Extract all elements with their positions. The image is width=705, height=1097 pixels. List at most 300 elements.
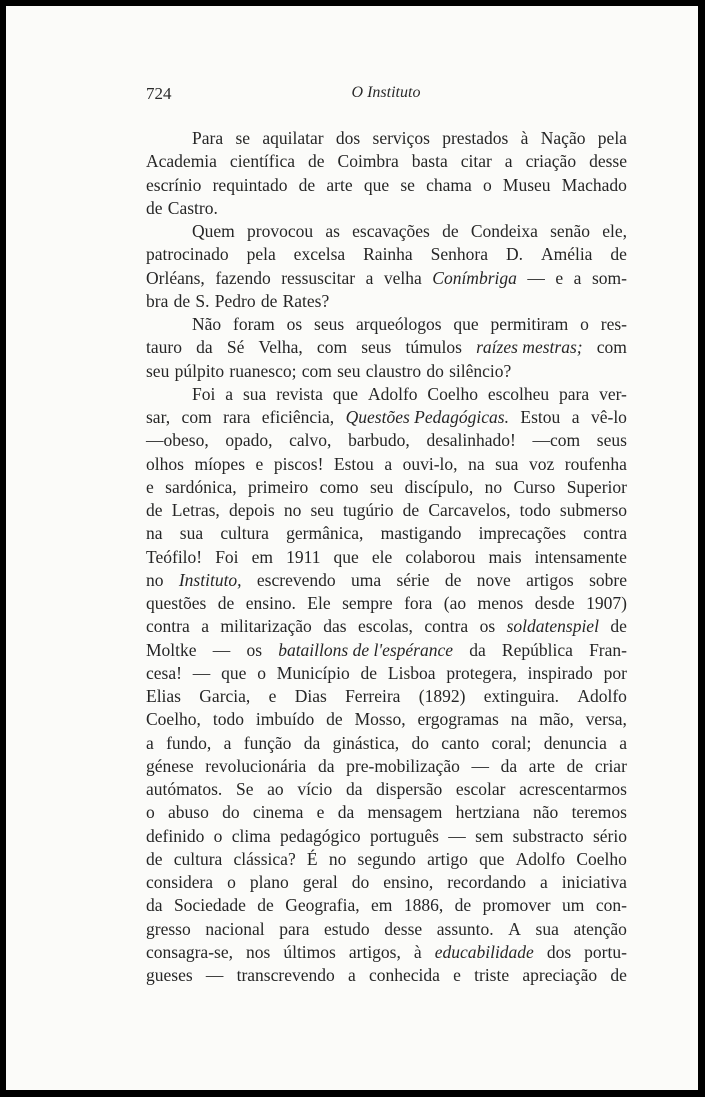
word: ouvi-lo, xyxy=(402,453,458,474)
word: escolar xyxy=(455,779,506,799)
word: Foi xyxy=(215,546,239,567)
text-line xyxy=(146,267,627,290)
word: ele xyxy=(371,546,393,567)
text-line xyxy=(146,522,627,545)
text-line xyxy=(146,127,627,150)
word: cultura xyxy=(220,523,269,544)
word: protegera, xyxy=(446,662,517,683)
word: no xyxy=(146,569,164,590)
word: (1892) xyxy=(418,686,466,706)
word: Adolfo xyxy=(577,686,627,706)
word: con- xyxy=(595,895,627,916)
word: como xyxy=(319,476,359,497)
text-line xyxy=(146,313,627,336)
word: e xyxy=(255,453,264,474)
word: no xyxy=(283,500,302,520)
text-line xyxy=(146,894,627,917)
word: ergogramas xyxy=(417,709,499,730)
word: desalinhado! xyxy=(426,430,516,451)
word: Pedro xyxy=(214,290,256,311)
word: olhos xyxy=(146,453,184,474)
word: a xyxy=(225,383,234,404)
word: a xyxy=(619,732,627,753)
word: génese xyxy=(146,755,194,776)
word: o xyxy=(257,662,266,683)
word: bra xyxy=(146,290,169,311)
word: Coelho xyxy=(576,848,627,869)
word: germânica, xyxy=(286,523,364,544)
word: Adolfo xyxy=(515,848,566,869)
word: na xyxy=(468,453,485,474)
word: geral xyxy=(302,872,338,892)
word: eficiência, xyxy=(261,407,335,427)
word: que xyxy=(453,314,479,334)
word: mensagem xyxy=(367,802,443,823)
word: as xyxy=(325,221,340,241)
word: de xyxy=(444,569,462,590)
word: 1886, xyxy=(403,895,444,916)
word: com xyxy=(316,337,348,358)
word: da xyxy=(337,802,355,823)
word: não xyxy=(533,802,559,823)
word: à xyxy=(413,941,422,962)
word: Rainha xyxy=(363,244,413,265)
word: Estou xyxy=(520,407,561,427)
word: consagra-se, xyxy=(146,941,233,962)
word: seu xyxy=(337,360,361,381)
italic-word: Conímbriga xyxy=(432,267,517,288)
word: escrevendo xyxy=(256,569,336,590)
word: É xyxy=(306,848,318,869)
word: de xyxy=(402,500,420,520)
word: sua xyxy=(495,453,519,474)
word: patrocinado xyxy=(146,244,229,265)
word: —com xyxy=(532,430,581,451)
word: Nação xyxy=(540,128,586,148)
word: canto xyxy=(441,732,480,753)
word: da xyxy=(146,895,163,916)
word: vê-lo xyxy=(590,407,627,427)
word: e xyxy=(316,802,325,823)
word: de xyxy=(298,174,316,195)
text-line xyxy=(146,685,627,708)
word: a xyxy=(539,872,548,892)
word: Castro. xyxy=(167,197,218,218)
word: os xyxy=(246,639,262,660)
word: de xyxy=(260,290,278,311)
word: sua xyxy=(179,523,204,544)
word: a xyxy=(201,616,209,637)
word: com xyxy=(181,407,212,427)
word: do xyxy=(411,732,429,753)
word: res- xyxy=(600,314,627,334)
word: pela xyxy=(597,128,627,148)
word: seu xyxy=(369,476,394,497)
word: da xyxy=(345,779,363,799)
word: Sociedade xyxy=(173,895,246,916)
text-line xyxy=(146,755,627,778)
word: mão, xyxy=(539,709,574,730)
word: que xyxy=(333,546,359,567)
word: militarização xyxy=(220,616,312,637)
italic-word: raízes mestras; xyxy=(476,337,583,358)
word: A xyxy=(508,918,521,939)
word: menos xyxy=(477,593,524,613)
word: de xyxy=(146,197,163,218)
word: para xyxy=(559,383,590,404)
word: pedagógico xyxy=(279,825,361,846)
text-line xyxy=(146,615,627,638)
word: e xyxy=(453,965,461,985)
word: triste xyxy=(474,965,510,985)
word: em xyxy=(371,895,393,916)
word: todo xyxy=(212,709,244,730)
text-line xyxy=(146,197,627,220)
word: a xyxy=(347,965,356,985)
word: Elias xyxy=(146,686,181,706)
word: da xyxy=(317,755,335,776)
word: revista xyxy=(276,383,323,404)
word: todo xyxy=(519,500,551,520)
word: seus xyxy=(596,430,627,451)
word: — xyxy=(205,965,224,985)
word: no xyxy=(484,476,503,497)
word: de xyxy=(442,221,459,241)
text-line xyxy=(146,360,627,383)
word: da xyxy=(500,755,518,776)
word: desse xyxy=(384,918,423,939)
word: de xyxy=(360,662,378,683)
italic-word: bataillons de l'espérance xyxy=(278,639,454,660)
word: para xyxy=(279,918,310,939)
word: questões xyxy=(146,593,207,613)
word: Amélia xyxy=(540,244,593,265)
word: Foi xyxy=(192,383,216,404)
italic-word: Instituto, xyxy=(178,569,242,590)
word: Município xyxy=(276,662,350,683)
word: provocou xyxy=(247,221,314,241)
word: chama xyxy=(426,174,472,195)
word: se xyxy=(400,174,415,195)
text-line xyxy=(146,825,627,848)
word: desde xyxy=(534,593,575,613)
word: senão xyxy=(550,221,590,241)
body-text xyxy=(146,127,627,987)
word: extinguira. xyxy=(483,686,560,706)
word: clássica? xyxy=(233,848,296,869)
word: a xyxy=(223,732,232,753)
word: opado, xyxy=(225,430,273,451)
word: cesa! xyxy=(146,662,182,683)
word: basta xyxy=(411,151,448,172)
word: roufenha xyxy=(564,453,627,474)
word: escavações xyxy=(352,221,430,241)
word: Coelho, xyxy=(146,709,201,730)
word: assunto. xyxy=(436,918,494,939)
word: Não xyxy=(192,314,222,334)
word: de xyxy=(454,895,472,916)
word: Coelho xyxy=(427,383,478,404)
word: estudo xyxy=(323,918,370,939)
word: contra xyxy=(424,616,469,637)
word: apreciação xyxy=(522,965,598,985)
word: piscos! xyxy=(273,453,324,474)
word: artigos, xyxy=(348,941,401,962)
book-page xyxy=(6,6,698,1090)
word: ele, xyxy=(602,221,627,241)
word: Estou xyxy=(333,453,374,474)
word: barbudo, xyxy=(348,430,410,451)
word: transcrevendo xyxy=(236,965,335,985)
word: seu xyxy=(146,360,170,381)
word: sobre xyxy=(589,569,627,590)
word: Dias xyxy=(294,686,327,706)
word: nacional xyxy=(205,918,265,939)
word: ressuscitar xyxy=(281,267,356,288)
word: se xyxy=(235,128,251,148)
word: Mosso, xyxy=(354,709,406,730)
word: a xyxy=(146,732,154,753)
italic-word: educabilidade xyxy=(434,941,534,962)
word: os xyxy=(479,616,496,637)
word: ensino. xyxy=(245,593,296,613)
word: requintado xyxy=(212,174,288,195)
word: inspirado xyxy=(527,662,593,683)
word: recordando xyxy=(447,872,526,892)
word: aquilatar xyxy=(262,128,324,148)
word: dos xyxy=(335,128,361,148)
word: Machado xyxy=(561,174,627,195)
text-line xyxy=(146,290,627,313)
word: arte xyxy=(326,174,353,195)
word: — xyxy=(212,639,231,660)
word: um xyxy=(562,895,585,916)
text-line xyxy=(146,336,627,359)
word: 1907) xyxy=(586,593,627,613)
word: que xyxy=(479,848,505,869)
text-line xyxy=(146,174,627,197)
word: foram xyxy=(233,314,275,334)
word: nos xyxy=(246,941,271,962)
word: Lisboa xyxy=(387,662,436,683)
word: o xyxy=(146,802,155,823)
word: criação xyxy=(525,151,577,172)
word: seu xyxy=(310,500,334,520)
word: a xyxy=(573,267,582,288)
word: Superior xyxy=(566,476,627,497)
word: o xyxy=(227,872,236,892)
text-line xyxy=(146,220,627,243)
word: da xyxy=(469,639,486,660)
word: que xyxy=(363,174,390,195)
word: na xyxy=(510,709,528,730)
page-header xyxy=(146,84,626,106)
text-line xyxy=(146,708,627,731)
word: sem xyxy=(475,825,504,846)
word: Geografia, xyxy=(285,895,360,916)
word: prestados xyxy=(442,128,509,148)
word: ruanesco; xyxy=(229,360,297,381)
word: por xyxy=(603,662,627,683)
word: Para xyxy=(192,128,224,148)
word: Carcavelos, xyxy=(428,500,511,520)
word: mais xyxy=(488,546,522,567)
word: da xyxy=(303,732,321,753)
word: excelsa xyxy=(293,244,346,265)
word: discípulo, xyxy=(404,476,474,497)
word: a xyxy=(571,407,580,427)
word: que xyxy=(332,383,359,404)
word: Museu xyxy=(502,174,551,195)
word: velha xyxy=(383,267,422,288)
word: conhecida xyxy=(368,965,440,985)
text-line xyxy=(146,592,627,615)
word: de xyxy=(217,593,235,613)
word: Fran- xyxy=(589,639,627,660)
word: Adolfo xyxy=(367,383,418,404)
word: sua xyxy=(535,918,559,939)
word: pre-mobilização xyxy=(346,755,460,776)
text-line xyxy=(146,150,627,173)
word: clima xyxy=(231,825,271,846)
word: teremos xyxy=(571,802,627,823)
word: serviços xyxy=(372,128,430,148)
word: contra xyxy=(583,523,627,544)
word: Sé xyxy=(226,337,245,358)
word: sardónica, xyxy=(165,476,237,497)
word: abuso xyxy=(168,802,209,823)
word: últimos xyxy=(283,941,336,962)
word: hertziana xyxy=(455,802,520,823)
word: — xyxy=(448,825,466,846)
word: —obeso, xyxy=(146,430,209,451)
word: imbuído xyxy=(255,709,315,730)
word: Garcia, xyxy=(199,686,251,706)
word: ver- xyxy=(599,383,627,404)
word: artigo xyxy=(427,848,468,869)
word: — xyxy=(471,755,489,776)
word: nove xyxy=(476,569,511,590)
word: português xyxy=(369,825,439,846)
word: segundo xyxy=(357,848,416,869)
word: o xyxy=(213,825,223,846)
word: Rates? xyxy=(282,290,330,311)
word: de xyxy=(610,616,627,637)
word: cinema xyxy=(252,802,304,823)
word: silêncio? xyxy=(449,360,512,381)
word: seus xyxy=(361,337,392,358)
text-line xyxy=(146,848,627,871)
word: Academia xyxy=(146,151,217,172)
word: míopes xyxy=(194,453,246,474)
word: arqueólogos xyxy=(356,314,442,334)
word: som- xyxy=(591,267,627,288)
text-line xyxy=(146,383,627,406)
word: o xyxy=(580,314,589,334)
word: sempre xyxy=(342,593,393,613)
word: do xyxy=(351,872,370,892)
word: de xyxy=(326,709,343,730)
word: Ferreira xyxy=(345,686,401,706)
word: tugúrio xyxy=(342,500,394,520)
text-line xyxy=(146,243,627,266)
word: na xyxy=(146,523,163,544)
word: portu- xyxy=(584,941,627,962)
page-number: 724 xyxy=(146,84,172,103)
word: sua xyxy=(242,383,267,404)
word: em xyxy=(251,546,274,567)
word: ensino, xyxy=(383,872,434,892)
word: do xyxy=(222,802,240,823)
text-line xyxy=(146,639,627,662)
text-line xyxy=(146,778,627,801)
text-line xyxy=(146,871,627,894)
word: fora xyxy=(404,593,433,613)
word: claustro xyxy=(365,360,422,381)
word: colaborou xyxy=(405,546,476,567)
word: — xyxy=(192,662,211,683)
text-line xyxy=(146,569,627,592)
word: República xyxy=(501,639,573,660)
word: que xyxy=(221,662,247,683)
word: de xyxy=(610,965,627,985)
word: criar xyxy=(594,755,627,776)
word: autómatos. xyxy=(146,779,223,799)
word: contra xyxy=(146,616,190,637)
word: intensamente xyxy=(534,546,627,567)
word: desse xyxy=(589,151,627,172)
word: função xyxy=(243,732,292,753)
word: túmulos xyxy=(405,337,462,358)
word: S. xyxy=(195,290,210,311)
word: de xyxy=(173,290,191,311)
word: imprecações xyxy=(478,523,567,544)
word: o xyxy=(482,174,492,195)
word: dispersão xyxy=(376,779,443,799)
word: escolas, xyxy=(358,616,413,637)
word: Moltke xyxy=(146,639,197,660)
word: a xyxy=(504,151,513,172)
word: seus xyxy=(314,314,345,334)
word: permitiram xyxy=(490,314,569,334)
word: submerso xyxy=(559,500,627,520)
word: de xyxy=(610,244,627,265)
word: escolheu xyxy=(487,383,550,404)
word: D. xyxy=(505,244,523,265)
word: (ao xyxy=(443,593,467,613)
word: artigos xyxy=(526,569,574,590)
word: sério xyxy=(592,825,627,846)
word: arte xyxy=(528,755,556,776)
word: versa, xyxy=(585,709,627,730)
word: das xyxy=(323,616,347,637)
word: calvo, xyxy=(289,430,332,451)
word: Se xyxy=(235,779,254,799)
word: denuncia xyxy=(543,732,607,753)
word: e xyxy=(268,686,277,706)
word: no xyxy=(328,848,347,869)
word: científica xyxy=(229,151,296,172)
word: a xyxy=(365,267,374,288)
italic-word: Questões Pedagógicas. xyxy=(345,407,509,427)
word: iniciativa xyxy=(561,872,627,892)
word: rara xyxy=(223,407,251,427)
text-line xyxy=(146,429,627,452)
word: primeiro xyxy=(248,476,309,497)
word: da xyxy=(196,337,213,358)
word: considera xyxy=(146,872,214,892)
word: e xyxy=(146,476,154,497)
